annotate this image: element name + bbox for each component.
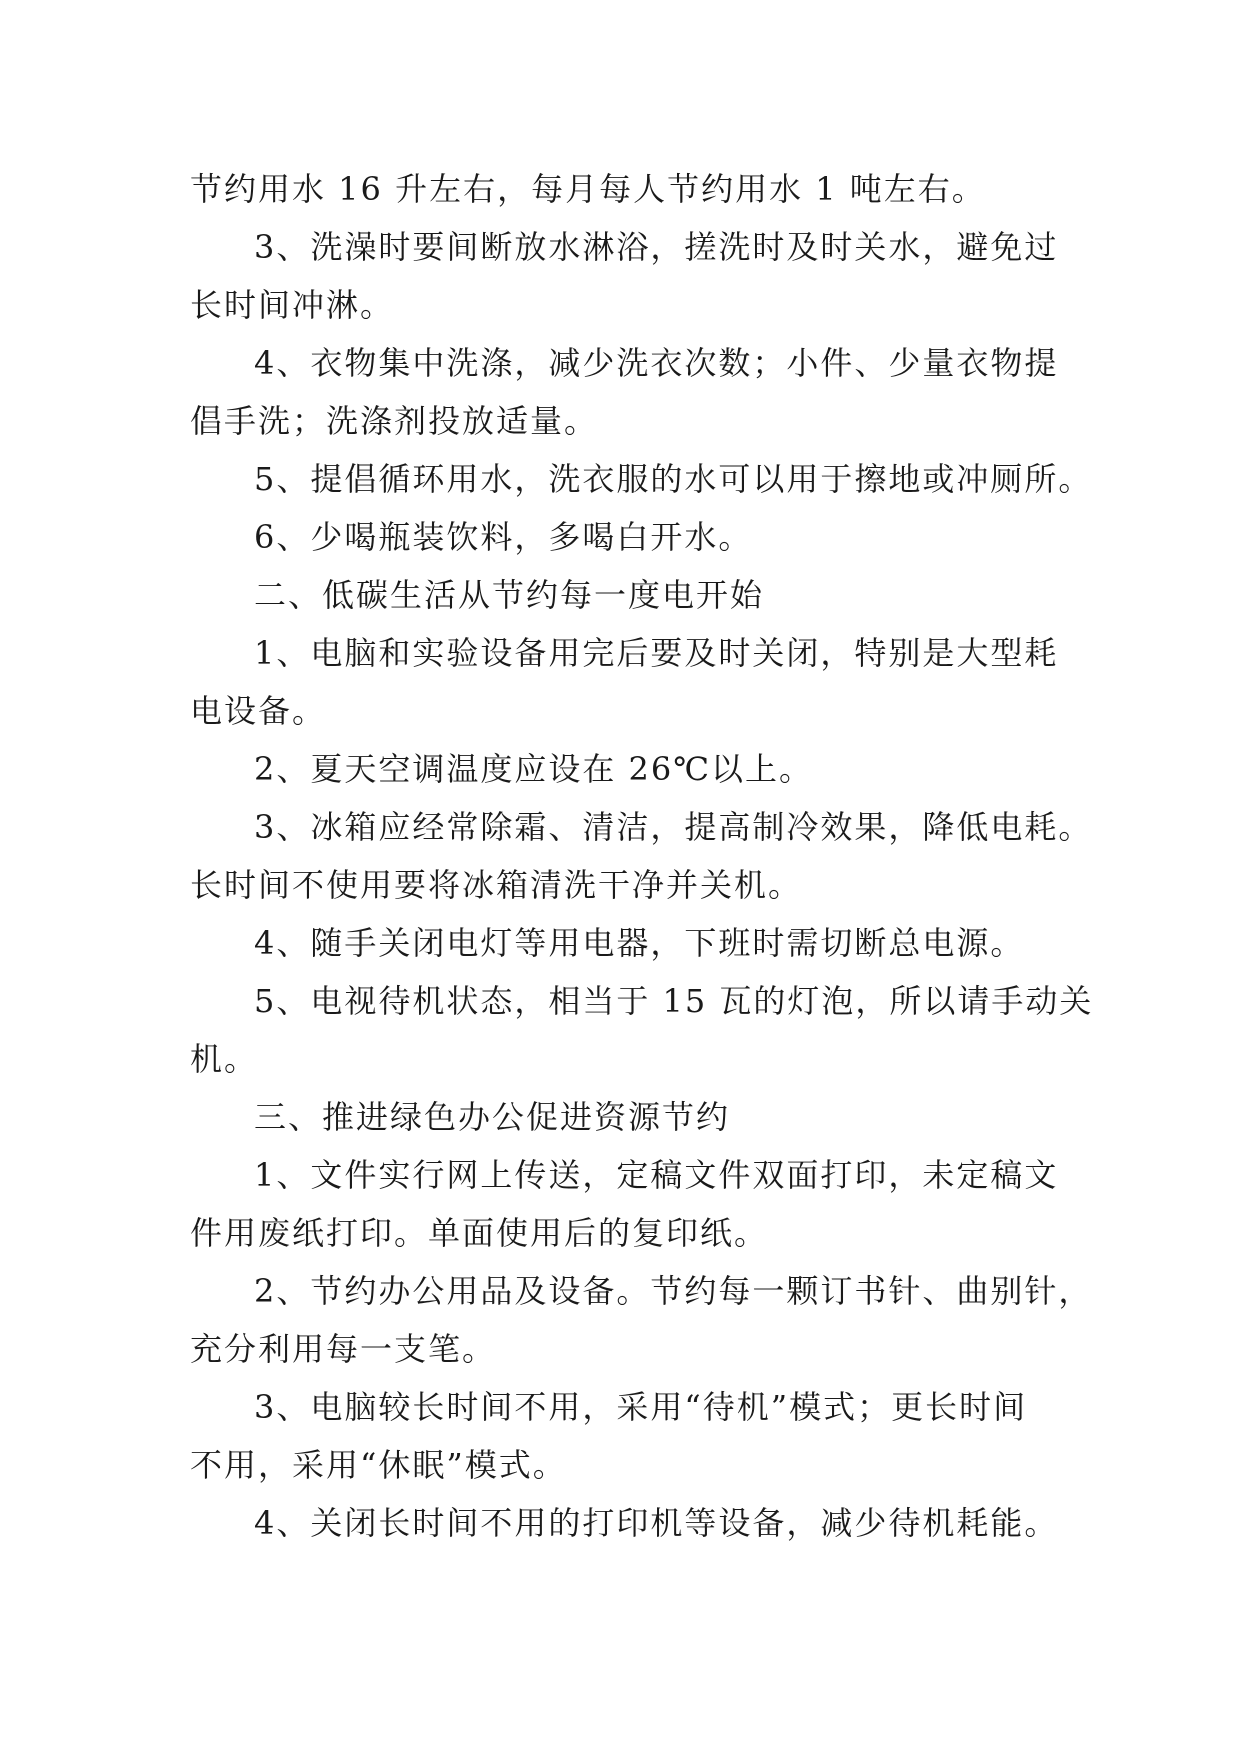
text-line-16: 机。 — [190, 1040, 259, 1078]
text-line-10: 电设备。 — [190, 692, 327, 730]
text-line-18: 1、文件实行网上传送，定稿文件双面打印，未定稿文 — [254, 1156, 1059, 1194]
document-body — [190, 160, 1094, 1552]
text-line-3: 长时间冲淋。 — [190, 286, 395, 324]
text-line-21: 充分利用每一支笔。 — [190, 1330, 497, 1368]
text-line-12: 3、冰箱应经常除霜、清洁，提高制冷效果，降低电耗。 — [254, 808, 1093, 846]
text-line-22: 3、电脑较长时间不用，采用“待机”模式；更长时间 — [254, 1388, 1028, 1426]
text-line-6: 5、提倡循环用水，洗衣服的水可以用于擦地或冲厕所。 — [254, 460, 1093, 498]
section-heading-2: 二、低碳生活从节约每一度电开始 — [254, 576, 765, 614]
text-line-20: 2、节约办公用品及设备。节约每一颗订书针、曲别针， — [254, 1272, 1093, 1310]
text-line-2: 3、洗澡时要间断放水淋浴，搓洗时及时关水，避免过 — [254, 228, 1059, 266]
text-line-15: 5、电视待机状态，相当于 15 瓦的灯泡，所以请手动关 — [254, 982, 1094, 1020]
section-heading-3: 三、推进绿色办公促进资源节约 — [254, 1098, 731, 1136]
text-line-5: 倡手洗；洗涤剂投放适量。 — [190, 402, 599, 440]
text-line-23: 不用，采用“休眠”模式。 — [190, 1446, 567, 1484]
text-line-1: 节约用水 16 升左右，每月每人节约用水 1 吨左右。 — [190, 170, 986, 208]
text-line-13: 长时间不使用要将冰箱清洗干净并关机。 — [190, 866, 803, 904]
text-line-7: 6、少喝瓶装饮料，多喝白开水。 — [254, 518, 753, 556]
text-line-4: 4、衣物集中洗涤，减少洗衣次数；小件、少量衣物提 — [254, 344, 1059, 382]
text-line-11: 2、夏天空调温度应设在 26℃以上。 — [254, 750, 814, 788]
text-line-9: 1、电脑和实验设备用完后要及时关闭，特别是大型耗 — [254, 634, 1059, 672]
text-line-19: 件用废纸打印。单面使用后的复印纸。 — [190, 1214, 769, 1252]
text-line-24: 4、关闭长时间不用的打印机等设备，减少待机耗能。 — [254, 1504, 1059, 1542]
text-line-14: 4、随手关闭电灯等用电器，下班时需切断总电源。 — [254, 924, 1025, 962]
